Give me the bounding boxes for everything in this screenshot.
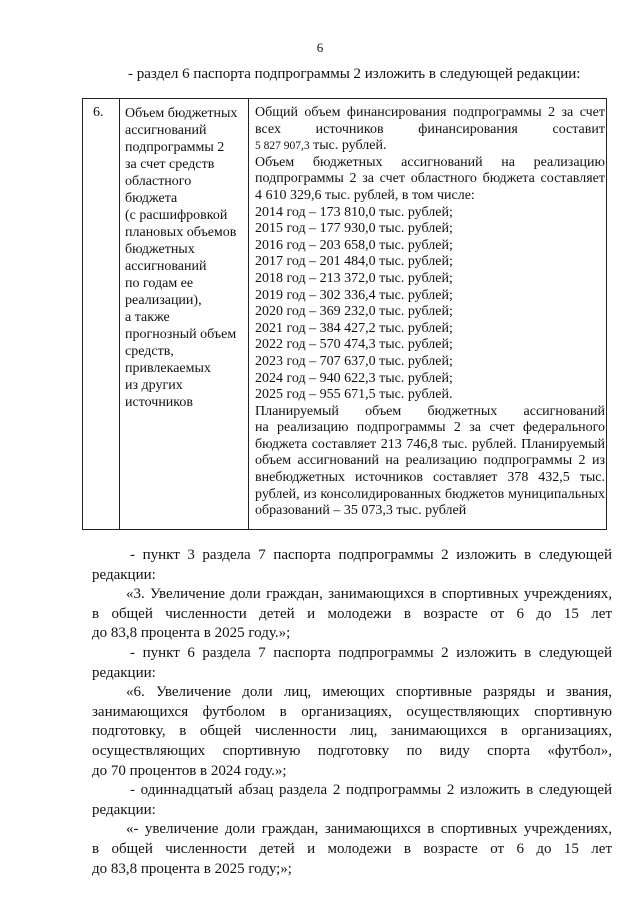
label-line: по годам ее: [125, 276, 194, 291]
body-text: [92, 546, 612, 879]
paragraph-last-line: редакции:: [92, 801, 156, 818]
text-line: 2020 год – 369 232,0 тыс. рублей;: [255, 304, 453, 320]
content-line: Общий объем финансирования подпрограммы 2 за счет: [255, 105, 605, 120]
text-line: 2024 год – 940 622,3 тыс. рублей;: [255, 370, 453, 386]
row-label: [125, 105, 247, 411]
paragraph-p5: [92, 781, 612, 801]
text-line: Планируемый объем бюджетных ассигнований: [255, 403, 605, 419]
text-line: осуществляющих спортивную подготовку по виду спорта «футбол»,: [92, 742, 612, 759]
text-line: подготовку, в общей численности лиц, занимающихся в организациях,: [92, 723, 612, 740]
paragraph-last-line: до 83,8 процента в 2025 году;»;: [92, 860, 292, 877]
label-line: привлекаемых: [125, 361, 211, 376]
label-line: Объем бюджетных: [125, 106, 238, 121]
label-line: реализации),: [125, 293, 202, 308]
paragraph-lines: [92, 683, 612, 761]
text-line: бюджета составляет 213 746,8 тыс. рублей. Планируемый: [255, 436, 605, 452]
paragraph-lines: [92, 820, 612, 859]
paragraph-lines: [130, 781, 612, 801]
page-number: 6: [316, 40, 324, 55]
regional-block: [255, 155, 605, 188]
total-unit: тыс. рублей.: [309, 138, 387, 154]
label-line: бюджетных: [125, 242, 195, 257]
table-divider: [119, 99, 120, 529]
label-line: ассигнований: [125, 123, 207, 138]
content-line: 4 610 329,6 тыс. рублей, в том числе:: [255, 187, 475, 203]
label-line: бюджета: [125, 191, 178, 206]
text-line: рублей, из консолидированных бюджетов муниципальных: [255, 486, 605, 502]
text-line: занимающихся футболом в организациях, осуществляющих спортивную: [92, 703, 612, 720]
content-line: всех источников финансирования составит: [255, 121, 605, 137]
text-line: 2015 год – 177 930,0 тыс. рублей;: [255, 221, 453, 237]
label-line: а также: [125, 310, 170, 325]
planned-block: [255, 404, 605, 504]
text-line: 2022 год – 570 474,3 тыс. рублей;: [255, 337, 453, 353]
label-line: средств,: [125, 344, 174, 359]
text-line: объем ассигнований на реализацию подпрограммы 2 из: [255, 453, 605, 469]
text-line: - пункт 6 раздела 7 паспорта подпрограммы 2 изложить в следующей: [130, 644, 612, 661]
text-line: «- увеличение доли граждан, занимающихся в спортивных учреждениях,: [126, 821, 612, 838]
label-line: прогнозный объем: [125, 327, 237, 342]
text-line: «3. Увеличение доли граждан, занимающихся в спортивных учреждениях,: [126, 586, 612, 603]
label-line: (с расшифровкой: [125, 208, 228, 223]
paragraph-last-line: до 83,8 процента в 2025 году.»;: [92, 625, 291, 642]
passport-table: [82, 98, 607, 530]
text-line: подпрограммы 2 за счет областного бюджета составляет: [255, 171, 605, 187]
label-line: за счет средств: [125, 157, 215, 172]
text-line: 2025 год – 955 671,5 тыс. рублей.: [255, 387, 453, 403]
text-line: 2018 год – 213 372,0 тыс. рублей;: [255, 270, 453, 286]
paragraph-p1: [92, 546, 612, 566]
text-line: 2021 год – 384 427,2 тыс. рублей;: [255, 320, 453, 336]
paragraph-last-line: редакции:: [92, 566, 156, 583]
label-line: областного: [125, 174, 192, 189]
label-line: из других: [125, 378, 183, 393]
text-line: в общей численности детей и молодежи в возрасте от 6 до 15 лет: [92, 605, 612, 622]
paragraph-lines: [130, 644, 612, 664]
table-divider: [248, 99, 249, 529]
paragraph-p3: [92, 644, 612, 664]
label-line: подпрограммы 2: [125, 140, 225, 155]
text-line: - одиннадцатый абзац раздела 2 подпрограммы 2 изложить в следующей: [130, 782, 612, 799]
row-number: 6.: [93, 105, 104, 120]
text-line: 2017 год – 201 484,0 тыс. рублей;: [255, 254, 453, 270]
text-line: 2023 год – 707 637,0 тыс. рублей;: [255, 353, 453, 369]
text-line: 2016 год – 203 658,0 тыс. рублей;: [255, 237, 453, 253]
paragraph-last-line: до 70 процентов в 2024 году.»;: [92, 762, 287, 779]
text-line: - пункт 3 раздела 7 паспорта подпрограммы 2 изложить в следующей: [130, 547, 612, 563]
content-line: образований – 35 073,3 тыс. рублей: [255, 503, 467, 519]
paragraph-last-line: редакции:: [92, 664, 156, 681]
text-line: 2019 год – 302 336,4 тыс. рублей;: [255, 287, 453, 303]
text-line: внебюджетных источников составляет 378 432,5 тыс.: [255, 470, 605, 486]
years-list: [255, 205, 605, 404]
text-line: Объем бюджетных ассигнований на реализацию: [255, 154, 605, 170]
text-line: 2014 год – 173 810,0 тыс. рублей;: [255, 204, 453, 220]
intro-paragraph: - раздел 6 паспорта подпрограммы 2 изложить в следующей редакции:: [128, 66, 581, 82]
row-content: [255, 105, 605, 520]
total-amount: 5 827 907,3: [255, 140, 310, 153]
label-line: источников: [125, 395, 194, 410]
paragraph-lines: [130, 546, 612, 566]
paragraph-p6: [92, 820, 612, 859]
paragraph-p2: [92, 585, 612, 624]
label-line: ассигнований: [125, 259, 207, 274]
paragraph-lines: [92, 585, 612, 624]
content-line: [255, 138, 605, 155]
text-line: в общей численности детей и молодежи в возрасте от 6 до 15 лет: [92, 840, 612, 857]
label-line: плановых объемов: [125, 225, 237, 240]
text-line: на реализацию подпрограммы 2 за счет федерального: [255, 420, 605, 436]
text-line: «6. Увеличение доли лиц, имеющих спортивные разряды и звания,: [126, 684, 612, 701]
paragraph-p4: [92, 683, 612, 761]
